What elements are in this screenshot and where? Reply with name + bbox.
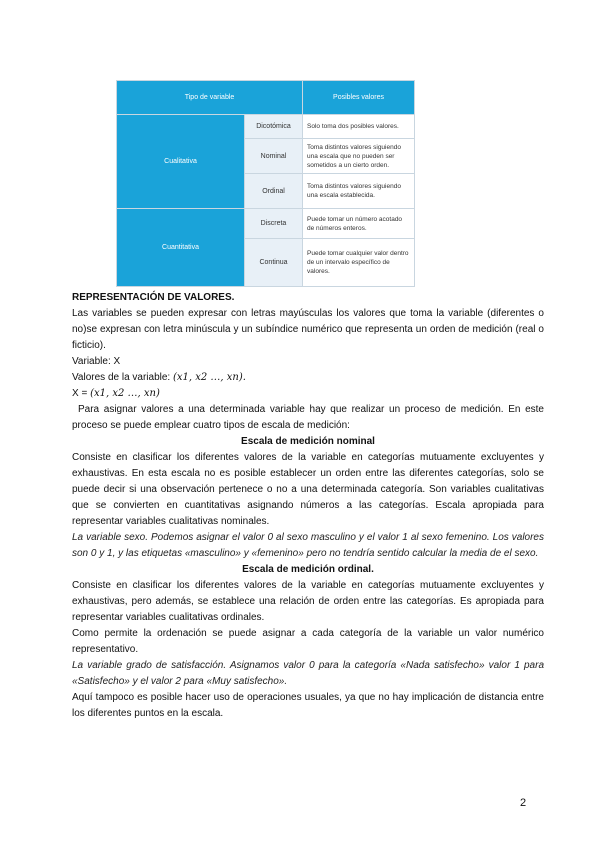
paragraph-measurement: Para asignar valores a una determinada variable hay que realizar un proceso de medición. En este proceso se puede emplear cuatro tipos de escala de medición:	[72, 404, 544, 431]
type-dicotomica: Dicotómica	[245, 115, 303, 139]
values-prefix: Valores de la variable:	[72, 372, 173, 383]
type-ordinal: Ordinal	[245, 174, 303, 209]
x-prefix: X =	[72, 388, 91, 399]
type-continua: Continua	[245, 239, 303, 287]
x-math: (x1, x2 …, xn)	[90, 388, 160, 399]
variable-line: Variable: X	[72, 356, 121, 367]
values-math: (x1, x2 …, xn).	[172, 372, 246, 383]
category-cualitativa: Cualitativa	[117, 115, 245, 209]
variable-types-table	[116, 80, 415, 287]
desc-ordinal: Toma distintos valores siguiendo una escala establecida.	[303, 174, 415, 209]
desc-dicotomica: Solo toma dos posibles valores.	[303, 115, 415, 139]
paragraph-ordinal-2: Como permite la ordenación se puede asignar a cada categoría de la variable un valor numérico representativo.	[72, 628, 544, 655]
heading-ordinal: Escala de medición ordinal.	[242, 564, 374, 575]
category-cuantitativa: Cuantitativa	[117, 209, 245, 287]
desc-nominal: Toma distintos valores siguiendo una escala que no pueden ser sometidos a un cierto orden.	[303, 139, 415, 174]
example-nominal: La variable sexo. Podemos asignar el valor 0 al sexo masculino y el valor 1 al sexo femenino. Los valores son 0 y 1, y las etiquetas «masculino» y «femenino» pero no tendría sentido calcular la media de el sexo.	[72, 532, 544, 559]
document-body	[72, 290, 544, 722]
x-line	[72, 386, 544, 402]
section-title: REPRESENTACIÓN DE VALORES.	[72, 292, 235, 303]
header-variable-type: Tipo de variable	[117, 81, 303, 115]
heading-nominal: Escala de medición nominal	[241, 436, 375, 447]
header-possible-values: Posibles valores	[303, 81, 415, 115]
paragraph-ordinal: Consiste en clasificar los diferentes valores de la variable en categorías mutuamente excluyentes y exhaustivas, pero además, se establece una relación de orden entre las categorías. Es apropiada para representar variables cualitativas ordinales.	[72, 580, 544, 623]
page-number: 2	[520, 797, 527, 809]
values-line	[72, 370, 544, 386]
desc-discreta: Puede tomar un número acotado de números enteros.	[303, 209, 415, 239]
type-nominal: Nominal	[245, 139, 303, 174]
paragraph-final: Aquí tampoco es posible hacer uso de operaciones usuales, ya que no hay implicación de distancia entre los diferentes puntos en la escala.	[72, 692, 544, 719]
paragraph-intro: Las variables se pueden expresar con letras mayúsculas los valores que toma la variable (diferentes o no)se expresan con letra minúscula y un subíndice numérico que representa un orden de medición (real o ficticio).	[72, 308, 544, 351]
desc-continua: Puede tomar cualquier valor dentro de un intervalo específico de valores.	[303, 239, 415, 287]
paragraph-nominal: Consiste en clasificar los diferentes valores de la variable en categorías mutuamente excluyentes y exhaustivas. En esta escala no es posible establecer un orden entre las diferentes categorías, solo se puede decir si una observación pertenece o no a una determinada categoría. Son variables cualitativas que se convierten en cuantitativas asignando números a las categorías. Escala apropiada para representar variables cualitativas nominales.	[72, 452, 544, 527]
type-discreta: Discreta	[245, 209, 303, 239]
example-ordinal: La variable grado de satisfacción. Asignamos valor 0 para la categoría «Nada satisfecho» valor 1 para «Satisfecho» y el valor 2 para «Muy satisfecho».	[72, 660, 544, 687]
